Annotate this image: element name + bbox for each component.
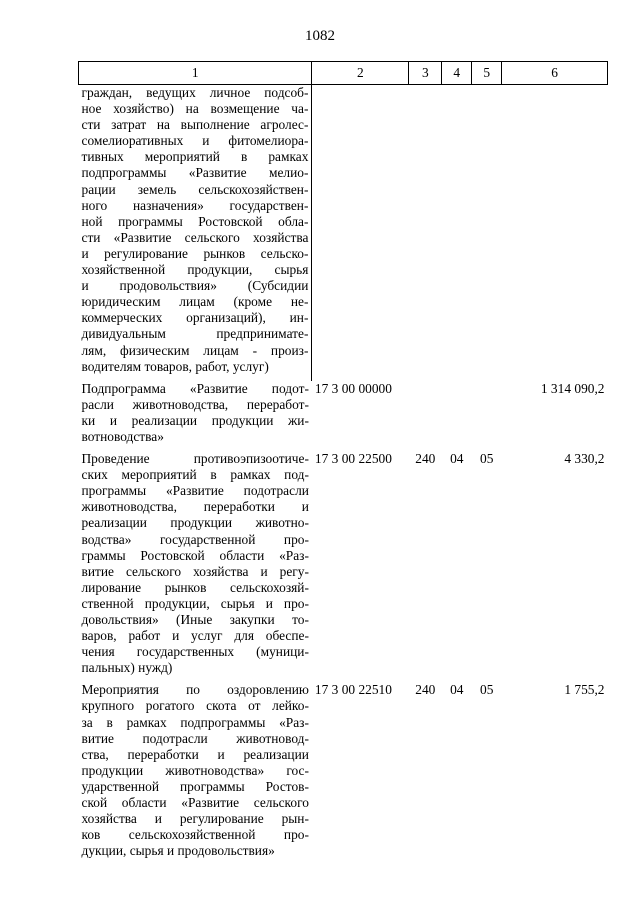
row-name-line: ской области «Развитие сельского xyxy=(81,795,309,811)
table-row xyxy=(79,682,608,865)
row-name-line: витие сельского хозяйства и регу- xyxy=(81,563,309,579)
row-amount-cell: 1 755,2 xyxy=(564,682,605,698)
row-code-cell: 17 3 00 22510 xyxy=(314,682,392,698)
row-subsection-cell: 05 xyxy=(480,682,494,698)
row-name-line: Мероприятия по оздоровлению xyxy=(81,682,309,698)
row-name-line: ного назначения» государствен- xyxy=(81,197,309,213)
row-name-line: юридическим лицам (кроме не- xyxy=(81,294,309,310)
header-col-2: 2 xyxy=(312,62,409,85)
row-section-cell: 04 xyxy=(450,451,464,467)
header-col-6: 6 xyxy=(502,62,608,85)
row-name-line: реализации продукции животно- xyxy=(81,515,309,531)
row-name-line: ки и реализации продукции жи- xyxy=(81,412,309,428)
row-subsection-cell: 05 xyxy=(480,451,494,467)
row-name-line: ства, переработки и реализации xyxy=(81,746,309,762)
row-section-cell: 04 xyxy=(450,682,464,698)
row-name-line: сти затрат на выполнение агролес- xyxy=(81,117,309,133)
row-name-line: дивидуальным предпринимате- xyxy=(81,326,309,342)
page-number: 1082 xyxy=(305,28,335,44)
table-row xyxy=(79,381,608,451)
row-name-line: подпрограммы «Развитие мелио- xyxy=(81,165,309,181)
row-name-line: и регулирование рынков сельско- xyxy=(81,245,309,261)
row-expense-type-cell: 240 xyxy=(415,682,436,698)
row-name-line: лирование рынков сельскохозяй- xyxy=(81,579,309,595)
header-col-5: 5 xyxy=(472,62,502,85)
row-name-line: хозяйственной продукции, сырья xyxy=(81,262,309,278)
row-subsection-cell xyxy=(472,381,502,451)
row-subsection-cell xyxy=(472,85,502,381)
row-name-line: вотноводства» xyxy=(81,428,164,444)
row-name-line: варов, работ и услуг для обеспе- xyxy=(81,628,309,644)
row-name-line: сомелиоративных и фитомелиора- xyxy=(81,133,309,149)
row-name-line: лям, физическим лицам - произ- xyxy=(81,342,309,358)
row-expense-type-cell xyxy=(409,381,442,451)
row-name-line: хозяйства и регулирование рын- xyxy=(81,811,309,827)
row-expense-type-cell xyxy=(409,85,442,381)
row-amount-cell: 1 314 090,2 xyxy=(540,380,605,396)
row-name-line: водства» государственной про- xyxy=(81,531,309,547)
row-name-cell xyxy=(79,85,312,381)
row-name-line: программы «Развитие подотрасли xyxy=(81,483,309,499)
row-name-line: животноводства, переработки и xyxy=(81,499,309,515)
table-body xyxy=(79,85,608,866)
row-name-line: ной программы Ростовской обла- xyxy=(81,213,309,229)
row-name-line: расли животноводства, переработ- xyxy=(81,396,309,412)
row-name-line: ков сельскохозяйственной про- xyxy=(81,827,309,843)
row-name-line: и продовольствия» (Субсидии xyxy=(81,278,309,294)
table-row xyxy=(79,451,608,682)
row-name-cell xyxy=(79,381,312,451)
row-name-line: рации земель сельскохозяйствен- xyxy=(81,181,309,197)
row-name-line: сти «Развитие сельского хозяйства xyxy=(81,229,309,245)
row-name-line: ударственной программы Ростов- xyxy=(81,778,309,794)
table-header-row xyxy=(79,62,608,85)
row-name-line: водителям товаров, работ, услуг) xyxy=(81,358,269,374)
row-name-line: Проведение противоэпизоотиче- xyxy=(81,451,309,467)
row-name-line: чения государственных (муници- xyxy=(81,644,309,660)
row-amount-cell: 4 330,2 xyxy=(564,451,605,467)
row-name-line: граждан, ведущих личное подсоб- xyxy=(81,85,309,100)
table-row xyxy=(79,85,608,381)
row-name-line: довольствия» (Иные закупки то- xyxy=(81,612,309,627)
row-name-line: дукции, сырья и продовольствия» xyxy=(81,843,275,859)
row-name-line: продукции животноводства» гос- xyxy=(81,762,309,778)
row-name-line: тивных мероприятий в рамках xyxy=(81,149,309,165)
row-name-line: граммы Ростовской области «Раз- xyxy=(81,547,309,563)
header-col-4: 4 xyxy=(442,62,472,85)
row-name-line: ских мероприятий в рамках под- xyxy=(81,467,309,483)
row-section-cell xyxy=(442,85,472,381)
row-name-line: крупного рогатого скота от лейко- xyxy=(81,698,309,714)
row-name-line: за в рамках подпрограммы «Раз- xyxy=(81,714,309,730)
row-name-line: ственной продукции, сырья и про- xyxy=(81,595,309,611)
row-section-cell xyxy=(442,381,472,451)
row-code-cell: 17 3 00 22500 xyxy=(314,451,392,467)
header-col-1: 1 xyxy=(79,62,312,85)
row-name-cell xyxy=(79,682,312,865)
row-code-cell xyxy=(312,85,409,381)
row-code-cell: 17 3 00 00000 xyxy=(314,380,392,396)
row-name-line: ное хозяйство) на возмещение ча- xyxy=(81,101,309,117)
row-name-cell xyxy=(79,451,312,682)
row-name-line: пальных) нужд) xyxy=(81,660,173,676)
row-name-line: витие подотрасли животновод- xyxy=(81,730,309,746)
row-amount-cell xyxy=(502,85,608,381)
row-expense-type-cell: 240 xyxy=(415,451,436,467)
row-name-line: коммерческих организаций), ин- xyxy=(81,310,309,326)
budget-table xyxy=(78,61,608,865)
row-name-line: Подпрограмма «Развитие подот- xyxy=(81,380,309,396)
header-col-3: 3 xyxy=(409,62,442,85)
